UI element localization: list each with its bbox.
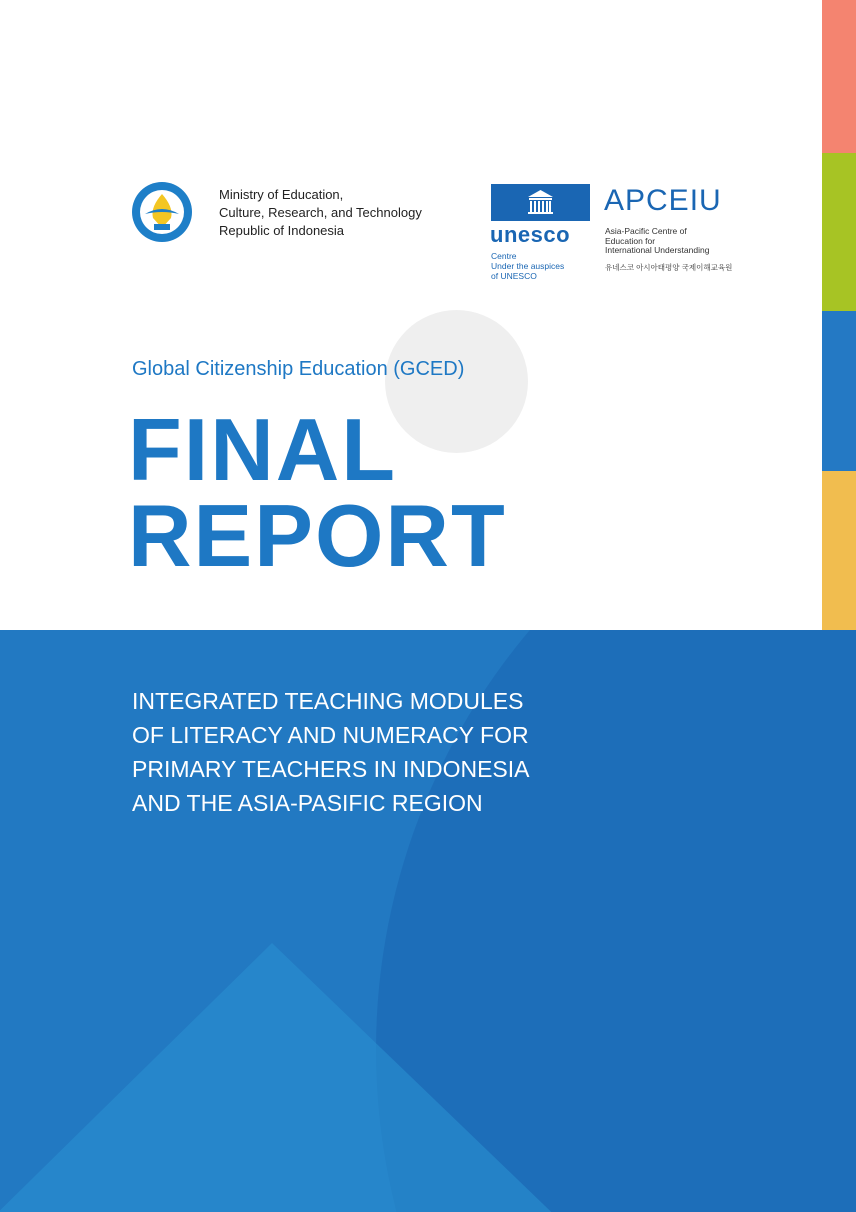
report-title-line-1: FINAL [128, 400, 398, 499]
apceiu-logo-text: APCEIU [604, 184, 722, 217]
ministry-name [219, 186, 469, 240]
module-title [132, 684, 529, 820]
module-title-line-1: INTEGRATED TEACHING MODULES [132, 688, 524, 714]
report-title-line-2: REPORT [128, 486, 507, 585]
ministry-line-3: Republic of Indonesia [219, 223, 345, 238]
module-title-line-2: OF LITERACY AND NUMERACY FOR [132, 722, 529, 748]
unesco-temple-logo [491, 184, 590, 221]
unesco-temple-icon [491, 184, 590, 221]
unesco-centre-line-3: of UNESCO [491, 271, 537, 281]
stripe-green [822, 153, 856, 311]
cover-bottom-panel [0, 630, 856, 1212]
ministry-line-1: Ministry of Education, [219, 187, 344, 202]
stripe-red [822, 0, 856, 153]
stripe-blue [822, 311, 856, 471]
report-title [128, 400, 507, 585]
module-title-line-3: PRIMARY TEACHERS IN INDONESIA [132, 756, 530, 782]
apceiu-sub-line-2: Education for [605, 235, 656, 246]
unesco-wordmark: unesco [490, 222, 571, 247]
module-title-line-4: AND THE ASIA-PASIFIC REGION [132, 790, 483, 816]
unesco-centre-note [491, 251, 564, 281]
apceiu-sub-line-1: Asia-Pacific Centre of [605, 226, 687, 236]
unesco-centre-line-1: Centre [491, 251, 517, 261]
tut-wuri-handayani-emblem-icon [127, 180, 197, 244]
ministry-line-2: Culture, Research, and Technology [219, 205, 422, 220]
apceiu-korean-name: 유네스코 아시아태평양 국제이해교육원 [605, 263, 733, 272]
stripe-yellow [822, 471, 856, 631]
report-subtitle: Global Citizenship Education (GCED) [132, 358, 465, 380]
apceiu-sub-line-3: International Understanding [605, 245, 710, 255]
apceiu-description [605, 227, 709, 256]
unesco-centre-line-2: Under the auspices [491, 261, 565, 271]
